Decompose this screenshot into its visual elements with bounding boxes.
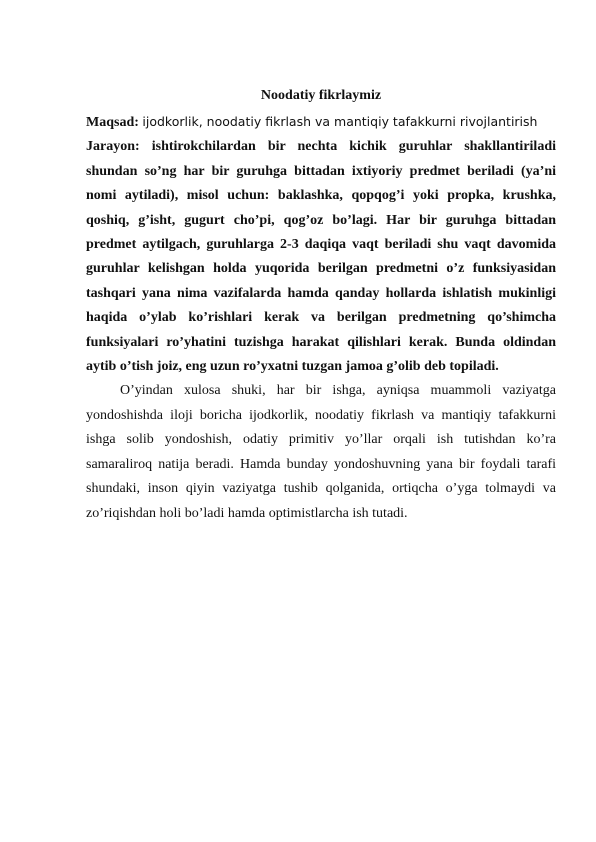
maqsad-text: ijodkorlik, noodatiy fikrlash va mantiqiy tafakkurni rivojlantirish [142, 114, 538, 129]
document-title: Noodatiy fikrlaymiz [260, 88, 382, 103]
jarayon-label: Jarayon: [86, 139, 152, 155]
maqsad-label: Maqsad: [86, 115, 143, 130]
jarayon-paragraph [86, 135, 556, 379]
document-page [86, 84, 556, 526]
maqsad-paragraph [86, 110, 556, 135]
jarayon-text: ishtirokchilardan bir nechta kichik guruhlar shakllantiriladi shundan so’ng har bir guruhga bittadan ixtiyoriy predmet beriladi (ya’ni nomi aytiladi), misol uchun: baklashka, qopqog’i yoki propka, krushka, qoshiq, g’isht, gugurt cho’pi, qog’oz bo’lagi. Har bir guruhga bittadan predmet aytilgach, guruhlarga 2-3 daqiqa vaqt beriladi shu vaqt davomida guruhlar kelishgan holda yuqorida berilgan predmetni o’z funksiyasidan tashqari yana nima vazifalarda hamda qanday hollarda ishlatish mukinligi haqida o’ylab ko’rishlari kerak va berilgan predmetning qo’shimcha funksiyalari ro’yhatini tuzishga harakat qilishlari kerak. Bunda oldindan aytib o’tish joiz, eng uzun ro’yxatni tuzgan jamoa g’olib deb topiladi. [86, 139, 556, 375]
conclusion-paragraph: O’yindan xulosa shuki, har bir ishga, ayniqsa muammoli vaziyatga yondoshishda iloji boricha ijodkorlik, noodatiy fikrlash va mantiqiy tafakkurni ishga solib yondoshish, odatiy primitiv yo’llar orqali ish tutishdan ko’ra samaraliroq natija beradi. Hamda bunday yondoshuvning yana bir foydali tarafi shundaki, inson qiyin vaziyatga tushib qolganida, ortiqcha o’yga tolmaydi va zo’riqishdan holi bo’ladi hamda optimistlarcha ish tutadi. [86, 383, 556, 521]
